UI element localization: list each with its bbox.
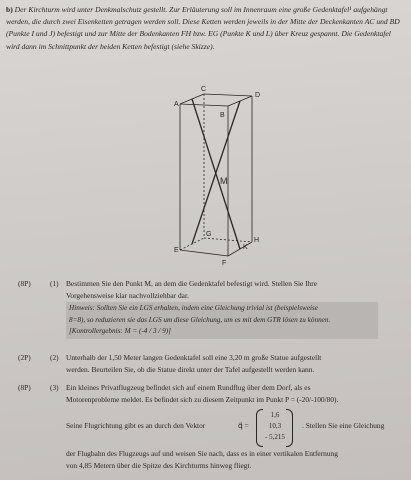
task-3-vector-intro: Seine Flugrichtung gibt es an durch den Vektor bbox=[66, 421, 206, 430]
task-1-points: (8P) bbox=[18, 279, 31, 288]
edge-cd bbox=[204, 94, 252, 96]
vector-name: q⃗ = bbox=[238, 421, 249, 430]
task-2-text: Unterhalb der 1,50 Meter langen Gedenktafel soll eine 3,20 m große Statue aufgestellt werden. Beurteilen Sie, ob die Statue direkt unter der Tafel aufgestellt werden kann. bbox=[66, 353, 322, 374]
label-k: K bbox=[243, 244, 248, 251]
task-2-number: (2) bbox=[50, 353, 59, 362]
task-1-text: Bestimmen Sie den Punkt M, an dem die Gedenktafel befestigt wird. Stellen Sie Ihre Vorgehensweise klar nachvollziehbar dar. bbox=[66, 279, 318, 300]
tower-sketch bbox=[160, 84, 272, 272]
hint-line-1: Hinweis: Sollten Sie ein LGS erhalten, indem eine Gleichung trivial ist (beispielsweise bbox=[69, 304, 318, 312]
edge-ef bbox=[180, 250, 228, 256]
intro-text: Der Kirchturm wird unter Denkmalschutz gestellt. Zur Erläuterung soll im Innenraum eine große Gedenktafel¹ aufgehängt werden, die durch zwei Eisenketten getragen werden soll. Diese Ketten werden jeweils in der Mitte der Deckenkanten AC und BD (Punkte I und J) befestigt und zur Mitte der Bodenkanten FH bzw. EG (Punkte K und L) über Kreuz gespannt. Die Gedenktafel wird dann im Schnittpunkt der beiden Ketten befestigt (siehe Skizze). bbox=[6, 5, 400, 51]
vector-y: 10,3 bbox=[268, 422, 282, 430]
label-b: B bbox=[220, 112, 225, 119]
label-h: H bbox=[254, 237, 260, 244]
task-1 bbox=[18, 278, 408, 304]
task-3-points: (8P) bbox=[18, 383, 31, 392]
task-1-number: (1) bbox=[50, 279, 59, 288]
label-c: C bbox=[201, 86, 207, 93]
label-g: G bbox=[206, 231, 212, 238]
direction-vector bbox=[256, 409, 296, 445]
label-d: D bbox=[255, 92, 261, 99]
task-3-number: (3) bbox=[50, 383, 59, 392]
task-3 bbox=[18, 382, 408, 478]
vector-z: - 5,215 bbox=[265, 433, 285, 441]
hint-box bbox=[66, 302, 378, 339]
hint-line-2: 8=8), so reduzieren sie das LGS um diese Gleichung, um es mit dem GTR lösen zu können. bbox=[69, 315, 331, 324]
edge-ab bbox=[180, 104, 228, 106]
section-label: b) bbox=[6, 5, 13, 14]
label-a: A bbox=[174, 101, 179, 108]
label-e: E bbox=[174, 247, 179, 254]
control-result: [Kontrollergebnis: M = (-4 / 3 / 9)] bbox=[69, 327, 171, 336]
task-2 bbox=[18, 352, 408, 378]
intro-paragraph bbox=[6, 4, 406, 53]
task-3-text: Ein kleines Privatflugzeug befindet sich auf einem Rundflug über dem Dorf, als es Motorenprobleme meldet. Es befindet sich zu diesem Zeitpunkt im Punkt P = (-20/-100/80). Seine Flugrichtung gibt es an durch den Vektor q⃗ = 1,6 10,3 - 5,215 . Stellen Sie eine Gleichung der Flugbahn des Flugzeugs auf und weisen Sie nach, dass es in einer vertikalen Entfernung von 4,85 Metern über die Spitze des Kirchturms hinweg fliegt. bbox=[66, 383, 385, 470]
task-3-vector-outro: . Stellen Sie eine Gleichung bbox=[302, 421, 385, 430]
label-f: F bbox=[222, 260, 227, 267]
tower-sketch-svg bbox=[160, 84, 272, 272]
label-m: M bbox=[220, 176, 228, 186]
vector-x: 1,6 bbox=[270, 411, 280, 419]
task-2-points: (2P) bbox=[18, 353, 31, 362]
